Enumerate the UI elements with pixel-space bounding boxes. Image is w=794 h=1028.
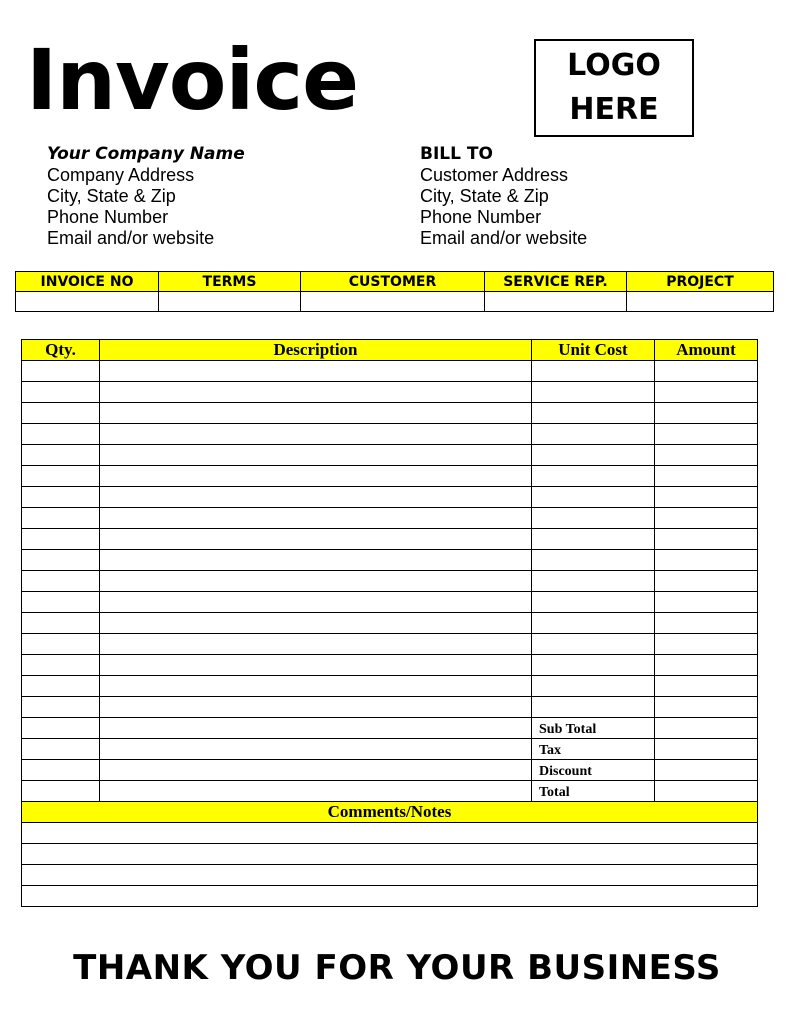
amount-cell[interactable] [655,424,758,445]
amount-cell[interactable] [655,550,758,571]
qty-cell[interactable] [22,466,100,487]
company-city: City, State & Zip [47,186,176,206]
comment-row [22,844,758,865]
comment-line[interactable] [22,823,758,844]
unit-cost-cell[interactable] [532,550,655,571]
description-cell[interactable] [100,718,532,739]
header-customer: CUSTOMER [301,272,485,292]
description-cell[interactable] [100,403,532,424]
customer-address: Customer Address [420,165,569,185]
thank-you-footer: THANK YOU FOR YOUR BUSINESS [73,948,721,988]
description-cell[interactable] [100,487,532,508]
description-cell[interactable] [100,760,532,781]
table-row [22,382,758,403]
amount-cell[interactable] [655,403,758,424]
qty-cell[interactable] [22,382,100,403]
amount-cell[interactable] [655,592,758,613]
description-cell[interactable] [100,613,532,634]
unit-cost-cell[interactable] [532,697,655,718]
comment-row [22,823,758,844]
amount-cell[interactable] [655,676,758,697]
qty-cell[interactable] [22,613,100,634]
comments-heading: Comments/Notes [22,802,758,823]
logo-line-1: LOGO [567,48,661,83]
qty-cell[interactable] [22,550,100,571]
line-items-table [21,339,758,907]
header-description: Description [100,340,532,361]
qty-cell[interactable] [22,655,100,676]
table-row [22,613,758,634]
description-cell[interactable] [100,781,532,802]
company-block [47,144,245,249]
header-project: PROJECT [627,272,774,292]
table-row [22,424,758,445]
qty-cell[interactable] [22,529,100,550]
table-row [22,403,758,424]
bill-to-block [420,144,587,249]
header-amount: Amount [655,340,758,361]
amount-cell[interactable] [655,571,758,592]
discount-row [22,760,758,781]
terms-cell[interactable] [159,292,301,312]
discount-value[interactable] [655,760,758,781]
qty-cell[interactable] [22,403,100,424]
total-label: Total [532,781,655,802]
amount-cell[interactable] [655,361,758,382]
amount-cell[interactable] [655,529,758,550]
amount-cell[interactable] [655,382,758,403]
description-cell[interactable] [100,550,532,571]
amount-cell[interactable] [655,655,758,676]
unit-cost-cell[interactable] [532,676,655,697]
table-row [22,445,758,466]
qty-cell[interactable] [22,487,100,508]
comment-line[interactable] [22,886,758,907]
total-row [22,781,758,802]
amount-cell[interactable] [655,445,758,466]
tax-row [22,739,758,760]
customer-cell[interactable] [301,292,485,312]
company-name: Your Company Name [47,144,245,164]
description-cell[interactable] [100,508,532,529]
unit-cost-cell[interactable] [532,466,655,487]
subtotal-label: Sub Total [532,718,655,739]
header-unit-cost: Unit Cost [532,340,655,361]
description-cell[interactable] [100,592,532,613]
subtotal-row [22,718,758,739]
description-cell[interactable] [100,655,532,676]
table-row [22,634,758,655]
customer-web: Email and/or website [420,228,588,248]
table-row [22,697,758,718]
invoice-info-table [15,271,774,312]
amount-cell[interactable] [655,508,758,529]
comment-row [22,886,758,907]
comment-line[interactable] [22,865,758,886]
description-cell[interactable] [100,676,532,697]
table-row [22,550,758,571]
info-value-row [16,292,774,312]
comment-line[interactable] [22,844,758,865]
table-row [22,466,758,487]
unit-cost-cell[interactable] [532,445,655,466]
unit-cost-cell[interactable] [532,655,655,676]
customer-phone: Phone Number [420,207,542,227]
company-web: Email and/or website [47,228,215,248]
description-cell[interactable] [100,529,532,550]
unit-cost-cell[interactable] [532,382,655,403]
qty-cell[interactable] [22,445,100,466]
logo-placeholder [534,39,694,137]
unit-cost-cell[interactable] [532,508,655,529]
table-row [22,676,758,697]
header-invoice-no: INVOICE NO [16,272,159,292]
comments-header-row [22,802,758,823]
table-row [22,487,758,508]
unit-cost-cell[interactable] [532,361,655,382]
customer-city: City, State & Zip [420,186,549,206]
amount-cell[interactable] [655,613,758,634]
subtotal-value[interactable] [655,718,758,739]
description-cell[interactable] [100,361,532,382]
invoice-title: Invoice [26,31,359,129]
qty-cell[interactable] [22,634,100,655]
qty-cell[interactable] [22,592,100,613]
unit-cost-cell[interactable] [532,571,655,592]
project-cell[interactable] [627,292,774,312]
amount-cell[interactable] [655,466,758,487]
logo-line-2: HERE [569,92,659,127]
header-terms: TERMS [159,272,301,292]
description-cell[interactable] [100,382,532,403]
bill-to-heading: BILL TO [420,144,493,164]
company-address: Company Address [47,165,195,185]
unit-cost-cell[interactable] [532,487,655,508]
description-cell[interactable] [100,445,532,466]
total-value[interactable] [655,781,758,802]
qty-cell[interactable] [22,508,100,529]
qty-cell[interactable] [22,781,100,802]
description-cell[interactable] [100,634,532,655]
discount-label: Discount [532,760,655,781]
qty-cell[interactable] [22,424,100,445]
table-row [22,592,758,613]
amount-cell[interactable] [655,487,758,508]
header-service-rep: SERVICE REP. [485,272,627,292]
qty-cell[interactable] [22,697,100,718]
table-row [22,529,758,550]
qty-cell[interactable] [22,361,100,382]
comment-row [22,865,758,886]
info-header-row [16,272,774,292]
table-row [22,508,758,529]
description-cell[interactable] [100,571,532,592]
amount-cell[interactable] [655,697,758,718]
items-header-row [22,340,758,361]
tax-label: Tax [532,739,655,760]
header-qty: Qty. [22,340,100,361]
unit-cost-cell[interactable] [532,634,655,655]
amount-cell[interactable] [655,634,758,655]
description-cell[interactable] [100,466,532,487]
qty-cell[interactable] [22,676,100,697]
unit-cost-cell[interactable] [532,424,655,445]
description-cell[interactable] [100,739,532,760]
unit-cost-cell[interactable] [532,592,655,613]
table-row [22,571,758,592]
invoice-no-cell[interactable] [16,292,159,312]
tax-value[interactable] [655,739,758,760]
description-cell[interactable] [100,697,532,718]
unit-cost-cell[interactable] [532,403,655,424]
table-row [22,655,758,676]
comment-rows [22,823,758,907]
qty-cell[interactable] [22,760,100,781]
qty-cell[interactable] [22,718,100,739]
qty-cell[interactable] [22,571,100,592]
qty-cell[interactable] [22,739,100,760]
table-row [22,361,758,382]
unit-cost-cell[interactable] [532,613,655,634]
service-rep-cell[interactable] [485,292,627,312]
company-phone: Phone Number [47,207,169,227]
item-rows [22,361,758,718]
description-cell[interactable] [100,424,532,445]
unit-cost-cell[interactable] [532,529,655,550]
